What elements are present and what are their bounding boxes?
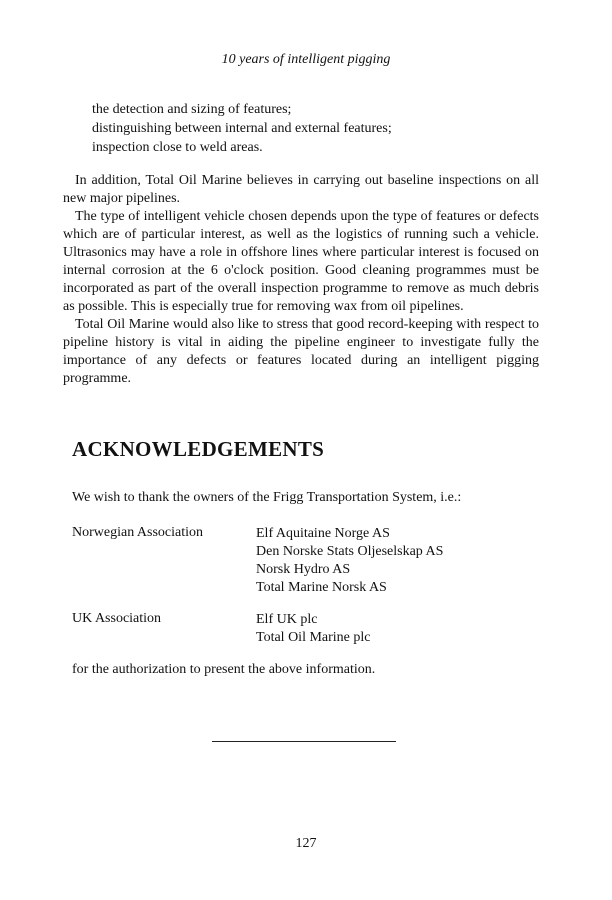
section-heading: ACKNOWLEDGEMENTS	[72, 437, 325, 461]
member-company: Elf UK plc	[256, 612, 318, 627]
page-number: 127	[295, 836, 317, 851]
acknowledgement-closing: for the authorization to present the above information.	[72, 662, 376, 677]
association-members-norwegian	[256, 525, 443, 597]
paragraph-vehicle-choice: The type of intelligent vehicle chosen depends upon the type of features or defects which are of particular interest, as well as the logistics of running such a vehicle. Ultrasonics may have a role in offshore lines where particular interest is focused on internal corrosion at the 6 o'clock position. Good cleaning programmes must be incorporated as part of the overall inspection programme to remove as much debris as possible. This is especially true for removing wax from oil pipelines.	[63, 209, 539, 314]
member-company: Total Marine Norsk AS	[256, 580, 387, 595]
association-name-uk: UK Association	[72, 611, 162, 626]
paragraph-record-keeping: Total Oil Marine would also like to stress that good record-keeping with respect to pipeline history is vital in aiding the pipeline engineer to investigate fully the importance of any defects or features located during an intelligent pigging programme.	[63, 317, 539, 386]
member-company: Norsk Hydro AS	[256, 562, 351, 577]
list-item: the detection and sizing of features;	[92, 102, 292, 117]
end-rule-divider	[212, 741, 396, 742]
list-item: inspection close to weld areas.	[92, 140, 263, 155]
running-head: 10 years of intelligent pigging	[221, 52, 391, 67]
feature-list	[92, 100, 392, 157]
member-company: Total Oil Marine plc	[256, 630, 371, 645]
member-company: Den Norske Stats Oljeselskap AS	[256, 544, 444, 559]
member-company: Elf Aquitaine Norge AS	[256, 526, 390, 541]
association-members-uk	[256, 611, 371, 647]
paragraph-baseline-inspections: In addition, Total Oil Marine believes in carrying out baseline inspections on all new major pipelines.	[63, 173, 539, 206]
association-name-norwegian: Norwegian Association	[72, 525, 204, 540]
acknowledgement-intro: We wish to thank the owners of the Frigg Transportation System, i.e.:	[72, 490, 462, 505]
list-item: distinguishing between internal and external features;	[92, 121, 392, 136]
body-text	[63, 172, 539, 388]
